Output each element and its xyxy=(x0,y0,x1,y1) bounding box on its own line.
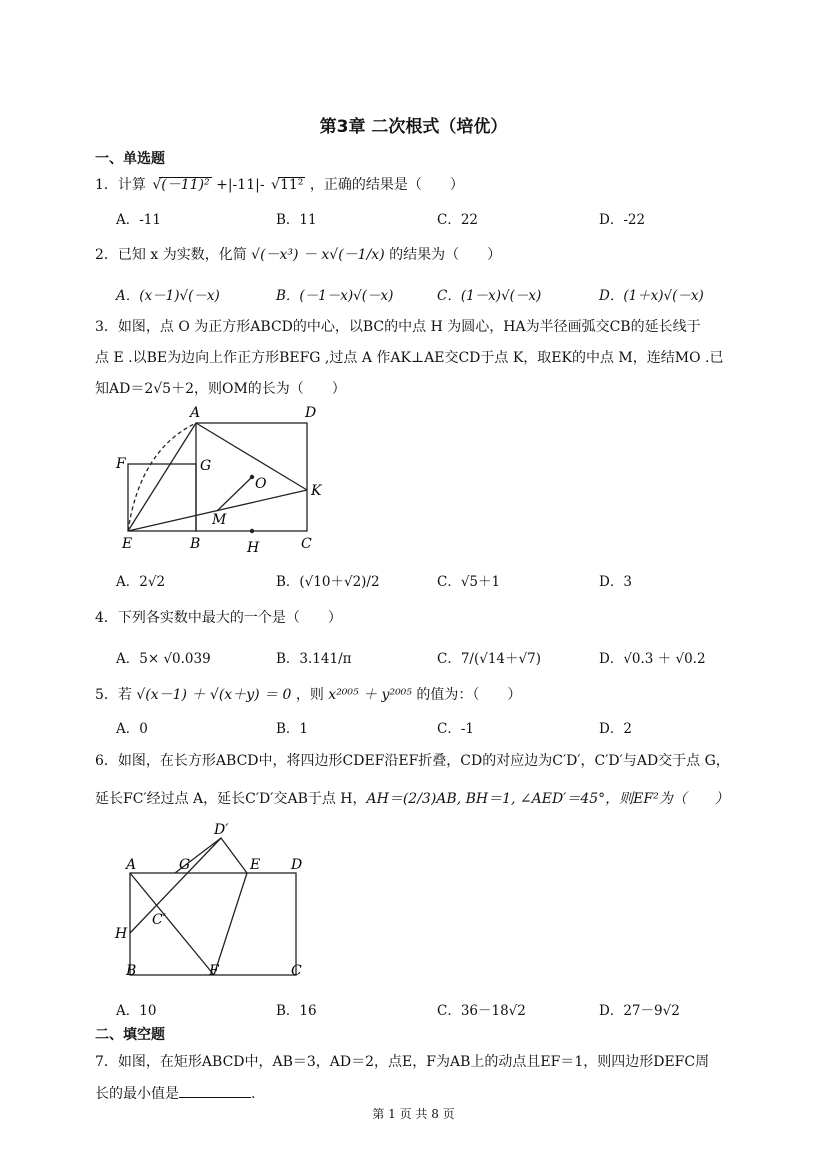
q6-line-2-a: 延长FC′经过点 A，延长C′D′交AB于点 H， xyxy=(95,791,367,807)
q7-line-1: 7．如图，在矩形ABCD中，AB＝3，AD＝2，点E，F为AB上的动点且EF＝1，则四边形DEFC周 xyxy=(95,1054,710,1070)
q3-point-h xyxy=(250,529,254,533)
q6-figure xyxy=(108,818,328,983)
question-1 xyxy=(95,174,464,194)
q7-line-2-text: 长的最小值是 xyxy=(95,1086,179,1102)
q4-option-b[interactable]: B．3.141/π xyxy=(276,651,352,667)
q6-line-2-b: AH＝(2/3)AB, BH＝1, ∠AED′＝45°，则EF²为（ ） xyxy=(366,791,729,807)
q5-suffix: 的值为：（ ） xyxy=(416,687,522,703)
q3-figure xyxy=(110,400,330,560)
q2-option-b[interactable]: B．(－1－x)√(－x) xyxy=(276,288,394,304)
q6-label-h: H xyxy=(115,926,128,942)
q6-label-a: A xyxy=(126,857,137,873)
q3-square-befg xyxy=(128,464,196,531)
q1-prefix: 1．计算 xyxy=(95,177,146,193)
q6-label-g: G xyxy=(179,857,191,873)
q1-option-a[interactable]: A．-11 xyxy=(116,212,161,228)
q2-option-d[interactable]: D．(1＋x)√(－x) xyxy=(599,288,704,304)
q7-line-2 xyxy=(95,1083,255,1103)
q6-line-2 xyxy=(95,788,729,808)
q1-expr1: √ (－11)² xyxy=(159,177,211,193)
q5-expr: √(x－1) ＋ √(x＋y) ＝ 0 xyxy=(136,687,292,703)
q3-line-ae xyxy=(128,423,196,531)
q2-prefix: 2．已知 x 为实数，化简 xyxy=(95,247,247,263)
q5-option-a[interactable]: A．0 xyxy=(116,721,148,737)
q7-answer-blank[interactable] xyxy=(179,1085,251,1098)
q1-option-d[interactable]: D．-22 xyxy=(599,212,646,228)
question-2 xyxy=(95,244,501,264)
q6-option-a[interactable]: A．10 xyxy=(116,1003,157,1019)
q1-suffix: ，正确的结果是（ ） xyxy=(309,177,464,193)
q1-option-c[interactable]: C．22 xyxy=(437,212,479,228)
q6-label-b: B xyxy=(126,963,137,979)
q3-line-mo xyxy=(217,477,252,511)
q4-option-d[interactable]: D．√0.3 ＋ √0.2 xyxy=(599,651,706,667)
section-heading-single-choice: 一、单选题 xyxy=(95,151,165,167)
q6-label-d: D xyxy=(291,857,303,873)
q2-option-c[interactable]: C．(1－x)√(－x) xyxy=(437,288,542,304)
q3-label-d: D xyxy=(305,405,317,421)
q3-label-m: M xyxy=(212,512,227,528)
q3-line-1: 3．如图，点 O 为正方形ABCD的中心，以BC的中点 H 为圆心，HA为半径画弧交CB的延长线于 xyxy=(95,319,701,335)
q2-suffix: 的结果为（ ） xyxy=(389,247,502,263)
q6-label-c-prime: C′ xyxy=(152,912,166,928)
page-footer: 第 1 页 共 8 页 xyxy=(372,1107,455,1121)
q3-option-c[interactable]: C．√5＋1 xyxy=(437,574,501,590)
q2-option-a[interactable]: A．(x－1)√(－x) xyxy=(116,288,220,304)
q1-expr2: √ 11² xyxy=(278,177,305,193)
question-5 xyxy=(95,684,521,704)
q3-point-o xyxy=(250,475,254,479)
q2-expr: √(－x³) － x√(－1/x) xyxy=(251,247,385,263)
q6-label-d-prime: D′ xyxy=(214,822,229,838)
q6-label-c: C xyxy=(291,963,302,979)
q5-option-b[interactable]: B．1 xyxy=(276,721,309,737)
q3-line-3: 知AD＝2√5＋2，则OM的长为（ ） xyxy=(95,381,346,397)
q6-line-hd xyxy=(130,838,221,933)
q3-label-c: C xyxy=(301,536,312,552)
q6-option-d[interactable]: D．27－9√2 xyxy=(599,1003,680,1019)
q6-option-c[interactable]: C．36－18√2 xyxy=(437,1003,526,1019)
q3-label-b: B xyxy=(190,536,201,552)
q5-prefix: 5．若 xyxy=(95,687,132,703)
q3-label-g: G xyxy=(200,458,212,474)
page-title: 第3章 二次根式（培优） xyxy=(319,117,508,137)
q3-label-k: K xyxy=(311,483,322,499)
q5-option-c[interactable]: C．-1 xyxy=(437,721,474,737)
q3-label-h: H xyxy=(247,540,260,556)
q3-label-a: A xyxy=(190,405,201,421)
q3-label-o: O xyxy=(255,476,267,492)
q6-line-1: 6．如图，在长方形ABCD中，将四边形CDEF沿EF折叠，CD的对应边为C′D′，C′D′与AD交于点 G， xyxy=(95,753,730,769)
q1-mid: +|-11|- xyxy=(216,177,265,193)
q6-label-e: E xyxy=(250,857,261,873)
q7-line-2-end: . xyxy=(251,1086,256,1102)
q3-option-a[interactable]: A．2√2 xyxy=(116,574,166,590)
q3-line-2: 点 E .以BE为边向上作正方形BEFG ,过点 A 作AK⊥AE交CD于点 K，取EK的中点 M，连结MO .已 xyxy=(95,350,724,366)
q5-expr2: x²⁰⁰⁵ ＋ y²⁰⁰⁵ xyxy=(328,687,412,703)
q6-line-ef xyxy=(214,873,247,975)
q3-label-f: F xyxy=(116,456,126,472)
q5-option-d[interactable]: D．2 xyxy=(599,721,632,737)
q3-label-e: E xyxy=(122,536,133,552)
q3-option-d[interactable]: D．3 xyxy=(599,574,632,590)
q4-option-c[interactable]: C．7/(√14＋√7) xyxy=(437,651,541,667)
section-heading-fill-blank: 二、填空题 xyxy=(95,1027,165,1043)
q6-option-b[interactable]: B．16 xyxy=(276,1003,317,1019)
q3-line-ak xyxy=(196,423,307,490)
q5-mid: ，则 xyxy=(295,687,324,703)
q1-option-b[interactable]: B．11 xyxy=(276,212,317,228)
q3-option-b[interactable]: B．(√10＋√2)/2 xyxy=(276,574,380,590)
q4-option-a[interactable]: A．5× √0.039 xyxy=(116,651,211,667)
question-4: 4．下列各实数中最大的一个是（ ） xyxy=(95,610,342,626)
q6-label-f: F xyxy=(209,963,219,979)
